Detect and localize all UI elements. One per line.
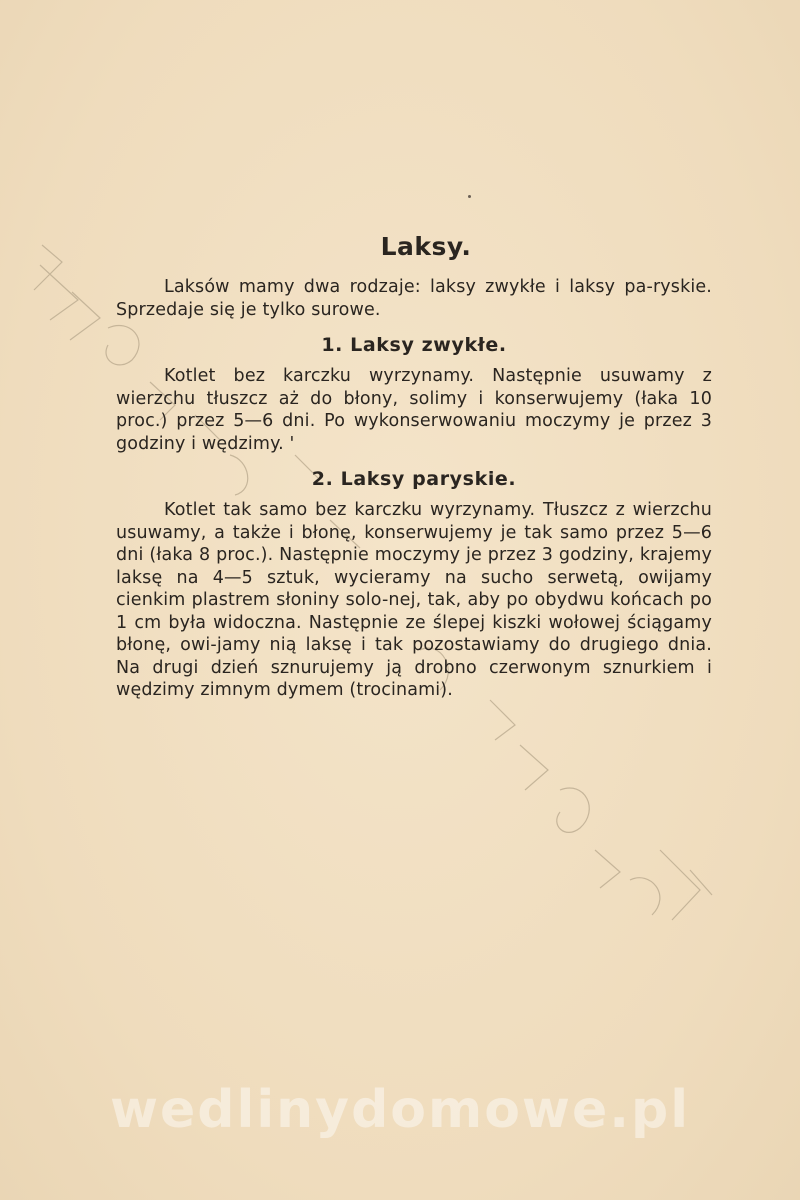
section-heading: 1. Laksy zwykłe. bbox=[321, 334, 507, 356]
section-heading: 2. Laksy paryskie. bbox=[311, 468, 517, 490]
section-paragraph: Kotlet bez karczku wyrzynamy. Następnie usuwamy z wierzchu tłuszcz aż do błony, solimy i konserwujemy (łaka 10 proc.) przez 5—6 dni. Po wykonserwowaniu moczymy je przez 3 godziny i wędzimy. ' bbox=[116, 366, 712, 454]
document-title: Laksy. bbox=[380, 232, 472, 261]
section-paragraph: Kotlet tak samo bez karczku wyrzynamy. Tłuszcz z wierzchu usuwamy, a także i błonę, konserwujemy je tak samo przez 5—6 dni (łaka 8 proc.). Następnie moczymy je przez 3 godziny, krajemy laksę na 4—5 sztuk, wycieramy na sucho serwetą, owijamy cienkim plastrem słoniny solo-nej, tak, aby po obydwu końcach po 1 cm była widoczna. Następnie ze ślepej kiszki wołowej ściągamy błonę, owi-jamy nią laksę i tak pozostawiamy do drugiego dnia. Na drugi dzień sznurujemy ją drobno czerwonym sznurkiem i wędzimy zimnym dymem (trocinami). bbox=[116, 500, 712, 700]
intro-paragraph: Laksów mamy dwa rodzaje: laksy zwykłe i laksy pa-ryskie. Sprzedaje się je tylko surowe. bbox=[116, 277, 712, 320]
speck bbox=[468, 195, 471, 198]
document-body bbox=[116, 228, 712, 702]
watermark-text: wedlinydomowe.pl bbox=[109, 1080, 691, 1140]
